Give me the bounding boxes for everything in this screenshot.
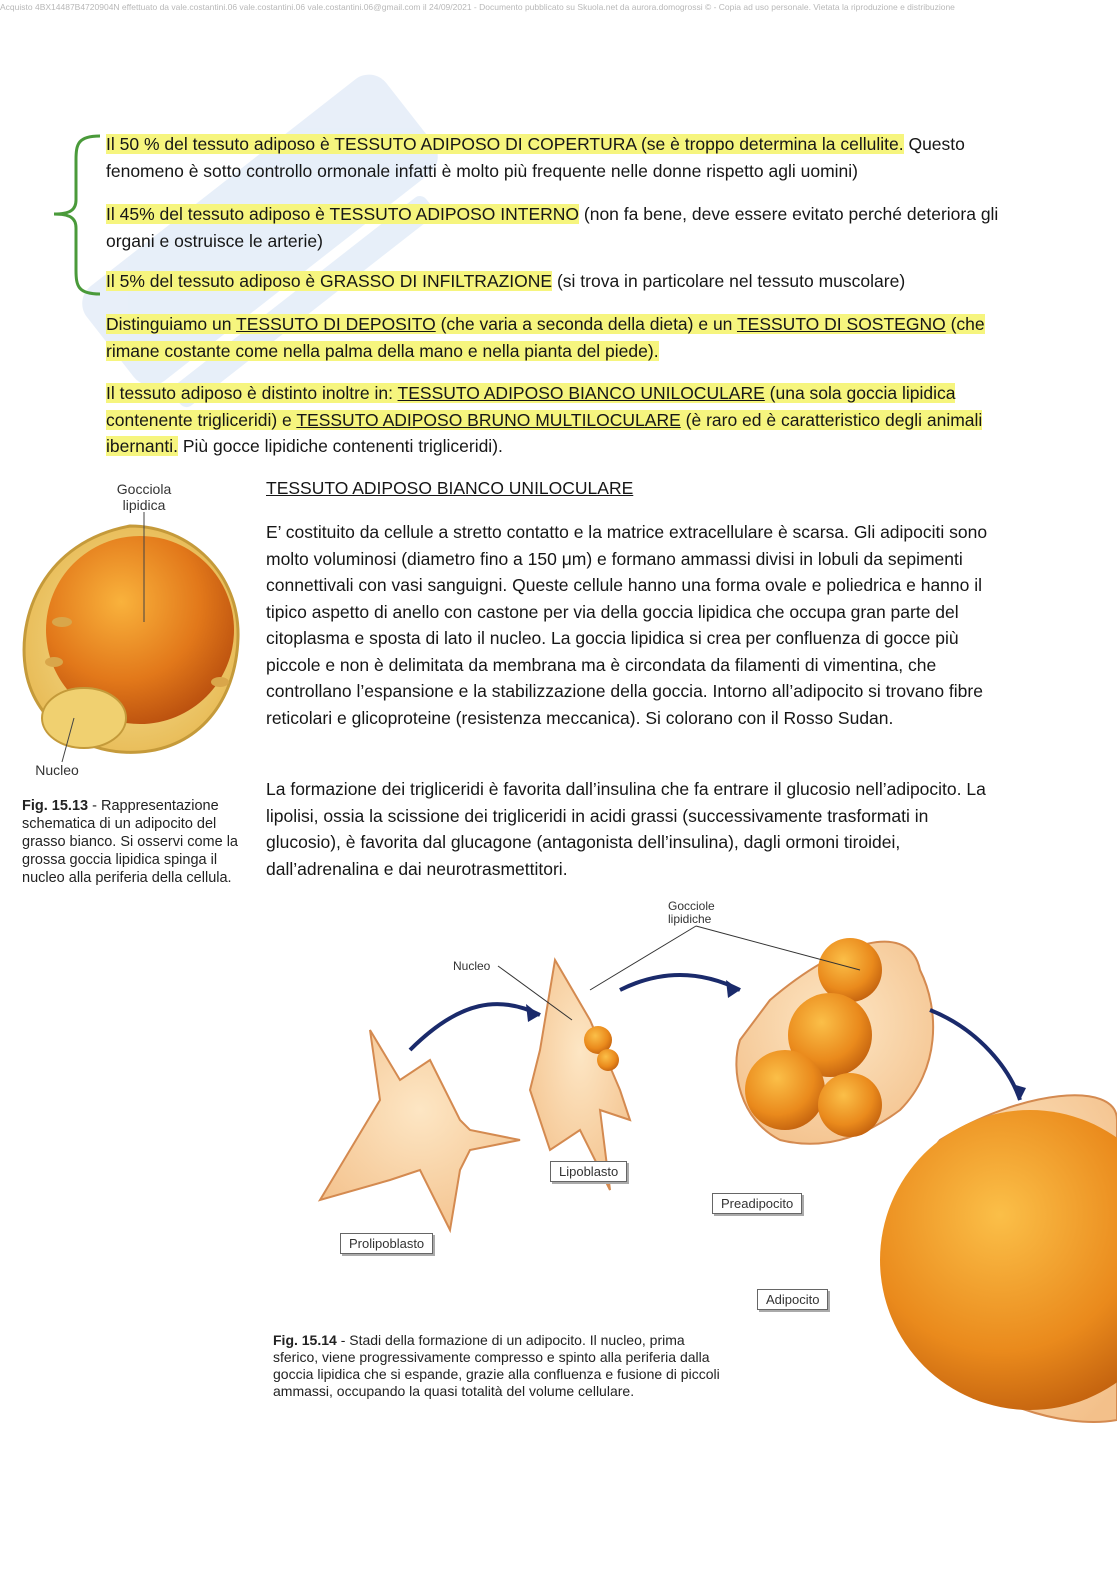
label-nucleo-fig14: Nucleo: [453, 959, 491, 973]
list-item-copertura: [106, 131, 1006, 184]
section-body-1: E’ costituito da cellule a stretto contatto e la matrice extracellulare è scarsa. Gli adipociti sono molto voluminosi (diametro fino a 150 μm) e formano ammassi divisi in lobuli da sepimenti connettivali con vasi sanguigni. Queste cellule hanno una forma ovale e poliedrica e hanno il tipico aspetto di anello con castone per via della goccia lipidica che occupa gran parte del citoplasma e sposta di lato il nucleo. La goccia lipidica si crea per confluenza di gocce più piccole e non è delimitata da membrana ma è circondata da filamenti di vimentina, che controllano l’espansione e la stabilizzazione della goccia. Intorno all’adipocito si trovano fibre reticolari e glicoproteine (resistenza meccanica). Si colorano con il Rosso Sudan.: [266, 522, 988, 728]
distinto-text-3: (è raro ed è caratteristico degli animali ibernanti.: [106, 409, 983, 456]
section-body-2: La formazione dei trigliceridi è favorita dall’insulina che fa entrare il glucosio nell’adipocito. La lipolisi, ossia la scissione dei trigliceridi in acidi grassi (successivamente trasformati in glucosio), è favorita dal glucagone (antagonista dell’insulina), dagli ormoni tiroidei, dall’adrenalina e dai neurotrasmettitori.: [266, 779, 986, 879]
term-bianco-uniloculare: TESSUTO ADIPOSO BIANCO UNILOCULARE: [397, 383, 765, 403]
stage-preadipocito: Preadipocito: [712, 1193, 802, 1214]
fig14-caption-number: Fig. 15.14: [273, 1332, 337, 1348]
term-tessuto-sostegno: TESSUTO DI SOSTEGNO: [736, 314, 946, 334]
deposito-text-3: (che rimane costante come nella palma della mano e nella pianta del piede).: [106, 314, 985, 361]
term-tessuto-deposito: TESSUTO DI DEPOSITO: [236, 314, 436, 334]
fig14-caption-text: - Stadi della formazione di un adipocito. Il nucleo, prima sferico, viene progressivamente compresso e spinto alla periferia dalla goccia lipidica che si espande, grazie alla confluenza e fusione di piccoli ammassi, occupando la quasi totalità del volume cellulare.: [273, 1332, 720, 1399]
fig14-caption: [273, 1332, 723, 1400]
highlight-copertura: Il 50 % del tessuto adiposo è TESSUTO ADIPOSO DI COPERTURA (se è troppo determina la cellulite.: [106, 134, 904, 154]
highlight-infiltrazione: Il 5% del tessuto adiposo è GRASSO DI INFILTRAZIONE: [106, 271, 553, 291]
fig13-caption-number: Fig. 15.13: [22, 798, 89, 814]
list-item-interno: [106, 201, 1006, 254]
fig13-caption-text: - Rappresentazione schematica di un adipocito del grasso bianco. Si osservi come la grossa goccia lipidica spinga il nucleo alla periferia della cellula.: [22, 798, 238, 886]
copyright-watermark: Acquisto 4BX14487B4720904N effettuato da vale.costantini.06 vale.costantini.06 vale.costantini.06@gmail.com il 24/09/2021 - Documento pubblicato su Skuola.net da aurora.domogrossi © - Copia ad uso personale. Vietata la riproduzione e distribuzione: [0, 2, 955, 12]
list-brace: [52, 130, 112, 300]
label-gocciola-lipidica: Gocciola lipidica: [116, 481, 172, 513]
text-interno: (non fa bene, deve essere evitato perché deteriora gli organi e ostruisce le arterie): [106, 204, 999, 251]
list-item-infiltrazione: [106, 268, 1006, 295]
stage-prolipoblasto: Prolipoblasto: [340, 1233, 433, 1254]
stage-adipocito: Adipocito: [757, 1289, 828, 1310]
label-nucleo-fig13: Nucleo: [35, 762, 79, 778]
section-heading: TESSUTO ADIPOSO BIANCO UNILOCULARE: [266, 478, 634, 498]
distinto-text-1: Il tessuto adiposo è distinto inoltre in:: [106, 383, 398, 403]
text-infiltrazione: (si trova in particolare nel tessuto muscolare): [552, 271, 906, 291]
text-copertura: Questo fenomeno è sotto controllo ormonale infatti è molto più frequente nelle donne rispetto agli uomini): [106, 134, 965, 181]
term-bruno-multiloculare: TESSUTO ADIPOSO BRUNO MULTILOCULARE: [296, 409, 681, 430]
paragraph-bianco-bruno: [106, 380, 1006, 460]
adipocyte-illustration: [14, 512, 246, 764]
distinto-text-2: (una sola goccia lipidica contenente trigliceridi) e: [106, 383, 956, 430]
highlight-interno: Il 45% del tessuto adiposo è TESSUTO ADIPOSO INTERNO: [106, 204, 580, 224]
label-gocciole-lipidiche: Gocciole lipidiche: [668, 899, 715, 926]
deposito-text-2: (che varia a seconda della dieta) e un: [435, 314, 737, 334]
stage-lipoblasto: Lipoblasto: [550, 1161, 627, 1182]
fig13-caption: [22, 797, 240, 887]
deposito-text-1: Distinguiamo un: [106, 314, 237, 334]
distinto-text-4: Più gocce lipidiche contenenti trigliceridi).: [178, 436, 503, 456]
paragraph-deposito-sostegno: [106, 311, 1011, 364]
